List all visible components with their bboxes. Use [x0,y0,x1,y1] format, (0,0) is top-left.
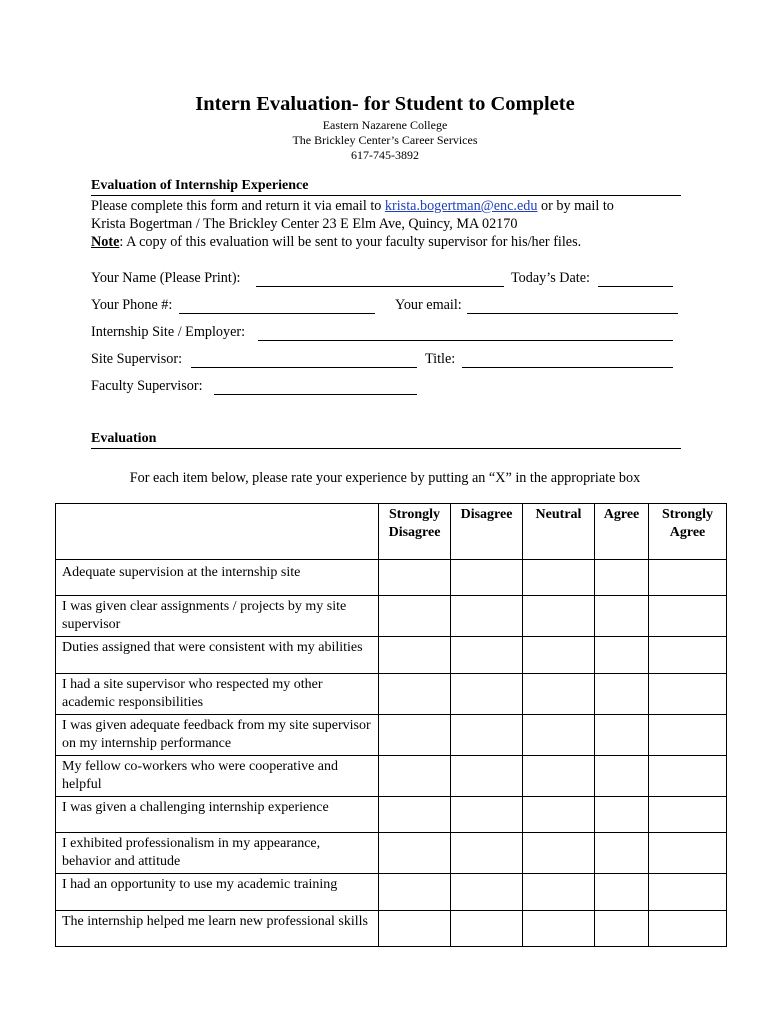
rating-box[interactable] [451,796,523,832]
rating-box[interactable] [451,637,523,673]
table-row [56,874,727,910]
table-row [56,833,727,874]
rating-box[interactable] [379,596,451,637]
table-row [56,673,727,714]
rating-box[interactable] [595,833,649,874]
rating-box[interactable] [523,637,595,673]
rating-box[interactable] [451,560,523,596]
rating-box[interactable] [595,714,649,755]
rating-box[interactable] [523,910,595,946]
rating-box[interactable] [649,560,727,596]
evaluation-item: I had a site supervisor who respected my other academic responsibilities [56,673,379,714]
rating-box[interactable] [649,596,727,637]
table-row [56,560,727,596]
center-name: The Brickley Center’s Career Services [292,133,478,147]
evaluation-item: The internship helped me learn new professional skills [56,910,379,946]
rating-box[interactable] [649,796,727,832]
rating-box[interactable] [523,833,595,874]
evaluation-item: My fellow co-workers who were cooperative and helpful [56,755,379,796]
rating-box[interactable] [595,755,649,796]
rating-box[interactable] [379,637,451,673]
rating-box[interactable] [379,874,451,910]
evaluation-item: I was given adequate feedback from my site supervisor on my internship performance [56,714,379,755]
rating-box[interactable] [451,874,523,910]
evaluation-item: Adequate supervision at the internship site [56,560,379,596]
evaluation-table [55,503,727,947]
rating-box[interactable] [451,910,523,946]
rating-box[interactable] [523,796,595,832]
column-header: Disagree [451,504,523,560]
college-name: Eastern Nazarene College [322,118,448,132]
supervisor-field[interactable] [191,367,417,368]
table-row [56,910,727,946]
contact-phone: 617-745-3892 [351,148,419,162]
column-header: Agree [595,504,649,560]
evaluation-item: I exhibited professionalism in my appearance, behavior and attitude [56,833,379,874]
rating-box[interactable] [595,596,649,637]
evaluation-item: I was given clear assignments / projects by my site supervisor [56,596,379,637]
supervisor-label: Site Supervisor: [91,351,183,367]
rating-box[interactable] [649,714,727,755]
section-heading-evaluation: Evaluation [91,431,681,449]
rating-box[interactable] [649,673,727,714]
rating-box[interactable] [649,910,727,946]
rating-box[interactable] [523,673,595,714]
column-header: Strongly Disagree [379,504,451,560]
title-field[interactable] [462,367,673,368]
faculty-label: Faculty Supervisor: [91,378,203,394]
rating-instructions: For each item below, please rate your experience by putting an “X” in the appropriate box [129,470,641,486]
page-title: Intern Evaluation- for Student to Complete [195,93,575,115]
instructions-text-end: or by mail to [537,198,614,214]
instructions-line-1 [91,198,614,215]
title-label: Title: [425,351,456,367]
rating-box[interactable] [523,560,595,596]
rating-box[interactable] [379,755,451,796]
rating-box[interactable] [595,874,649,910]
table-row [56,637,727,673]
mailing-address: Krista Bogertman / The Brickley Center 23 E Elm Ave, Quincy, MA 02170 [91,216,518,232]
instructions-text: Please complete this form and return it via email to [91,198,385,214]
rating-box[interactable] [379,673,451,714]
faculty-field[interactable] [214,394,417,395]
evaluation-item: I was given a challenging internship experience [56,796,379,832]
site-field[interactable] [258,340,673,341]
rating-box[interactable] [451,673,523,714]
phone-label: Your Phone #: [91,297,173,313]
rating-box[interactable] [595,673,649,714]
name-field[interactable] [256,286,504,287]
note-label: Note [91,234,120,250]
note-line [91,234,581,251]
rating-box[interactable] [379,560,451,596]
rating-box[interactable] [379,833,451,874]
item-column-header [56,504,379,560]
rating-box[interactable] [379,796,451,832]
date-label: Today’s Date: [511,270,590,286]
rating-box[interactable] [649,637,727,673]
rating-box[interactable] [595,910,649,946]
rating-box[interactable] [595,637,649,673]
rating-box[interactable] [451,596,523,637]
rating-box[interactable] [649,755,727,796]
evaluation-item: I had an opportunity to use my academic training [56,874,379,910]
rating-box[interactable] [649,874,727,910]
rating-box[interactable] [523,755,595,796]
section-heading-experience: Evaluation of Internship Experience [91,178,681,196]
table-row [56,714,727,755]
note-text: : A copy of this evaluation will be sent to your faculty supervisor for his/her files. [119,234,582,250]
table-row [56,755,727,796]
column-header: Neutral [523,504,595,560]
rating-box[interactable] [379,910,451,946]
date-field[interactable] [598,286,673,287]
name-label: Your Name (Please Print): [91,270,241,286]
rating-box[interactable] [523,596,595,637]
rating-box[interactable] [451,755,523,796]
rating-box[interactable] [595,796,649,832]
rating-box[interactable] [649,833,727,874]
email-field[interactable] [467,313,678,314]
table-row [56,596,727,637]
table-header-row [56,504,727,560]
evaluation-item: Duties assigned that were consistent with my abilities [56,637,379,673]
rating-box[interactable] [523,874,595,910]
email-link[interactable]: krista.bogertman@enc.edu [384,198,538,214]
email-label: Your email: [395,297,462,313]
rating-box[interactable] [379,714,451,755]
column-header: Strongly Agree [649,504,727,560]
site-label: Internship Site / Employer: [91,324,246,340]
rating-box[interactable] [451,833,523,874]
rating-box[interactable] [451,714,523,755]
rating-box[interactable] [595,560,649,596]
phone-field[interactable] [179,313,375,314]
table-row [56,796,727,832]
rating-box[interactable] [523,714,595,755]
